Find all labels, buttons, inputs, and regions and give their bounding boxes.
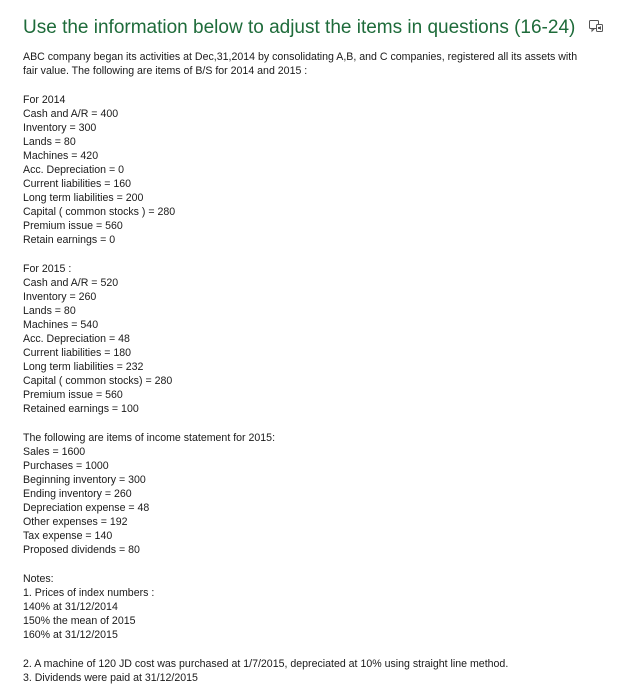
question-content [23,14,603,685]
bs-2014-heading: For 2014 [23,94,66,106]
income-statement-heading: The following are items of income statement for 2015: [23,432,276,444]
notes-heading: Notes: [23,573,54,585]
bs-2015-block [23,262,603,416]
list-item: 2. A machine of 120 JD cost was purchased at 1/7/2015, depreciated at 10% using straight line method. [23,658,509,670]
list-item: Acc. Depreciation = 48 [23,333,130,345]
list-item: 1. Prices of index numbers : [23,587,155,599]
list-item: Inventory = 260 [23,291,97,303]
question-title: Use the information below to adjust the items in questions (16-24) [23,17,576,38]
title-row [23,14,603,42]
notes-more-block [23,657,603,685]
list-item: Capital ( common stocks) = 280 [23,375,173,387]
list-item: Capital ( common stocks ) = 280 [23,206,176,218]
list-item: Retain earnings = 0 [23,234,116,246]
list-item: Ending inventory = 260 [23,488,132,500]
list-item: Long term liabilities = 232 [23,361,144,373]
list-item: Purchases = 1000 [23,460,109,472]
list-item: Lands = 80 [23,136,76,148]
list-item: 140% at 31/12/2014 [23,601,118,613]
list-item: Retained earnings = 100 [23,403,139,415]
bs-2015-heading: For 2015 : [23,263,72,275]
notes-block [23,572,603,642]
income-statement-block [23,431,603,557]
list-item: Inventory = 300 [23,122,97,134]
bs-2014-block [23,93,603,247]
list-item: Premium issue = 560 [23,389,123,401]
list-item: Tax expense = 140 [23,530,113,542]
list-item: Cash and A/R = 520 [23,277,119,289]
list-item: Current liabilities = 180 [23,347,132,359]
text-to-speech-icon[interactable] [589,19,603,33]
list-item: Long term liabilities = 200 [23,192,144,204]
list-item: Machines = 540 [23,319,99,331]
intro-paragraph: ABC company began its activities at Dec,31,2014 by consolidating A,B, and C companies, registered all its assets with fair value. The following are items of B/S for 2014 and 2015 : [23,51,578,77]
list-item: Proposed dividends = 80 [23,544,140,556]
list-item: Acc. Depreciation = 0 [23,164,124,176]
list-item: Machines = 420 [23,150,99,162]
list-item: Premium issue = 560 [23,220,123,232]
list-item: 160% at 31/12/2015 [23,629,118,641]
list-item: Lands = 80 [23,305,76,317]
list-item: Cash and A/R = 400 [23,108,119,120]
list-item: Sales = 1600 [23,446,86,458]
list-item: Current liabilities = 160 [23,178,132,190]
list-item: Depreciation expense = 48 [23,502,150,514]
list-item: 3. Dividends were paid at 31/12/2015 [23,672,198,684]
list-item: 150% the mean of 2015 [23,615,136,627]
list-item: Other expenses = 192 [23,516,128,528]
list-item: Beginning inventory = 300 [23,474,146,486]
